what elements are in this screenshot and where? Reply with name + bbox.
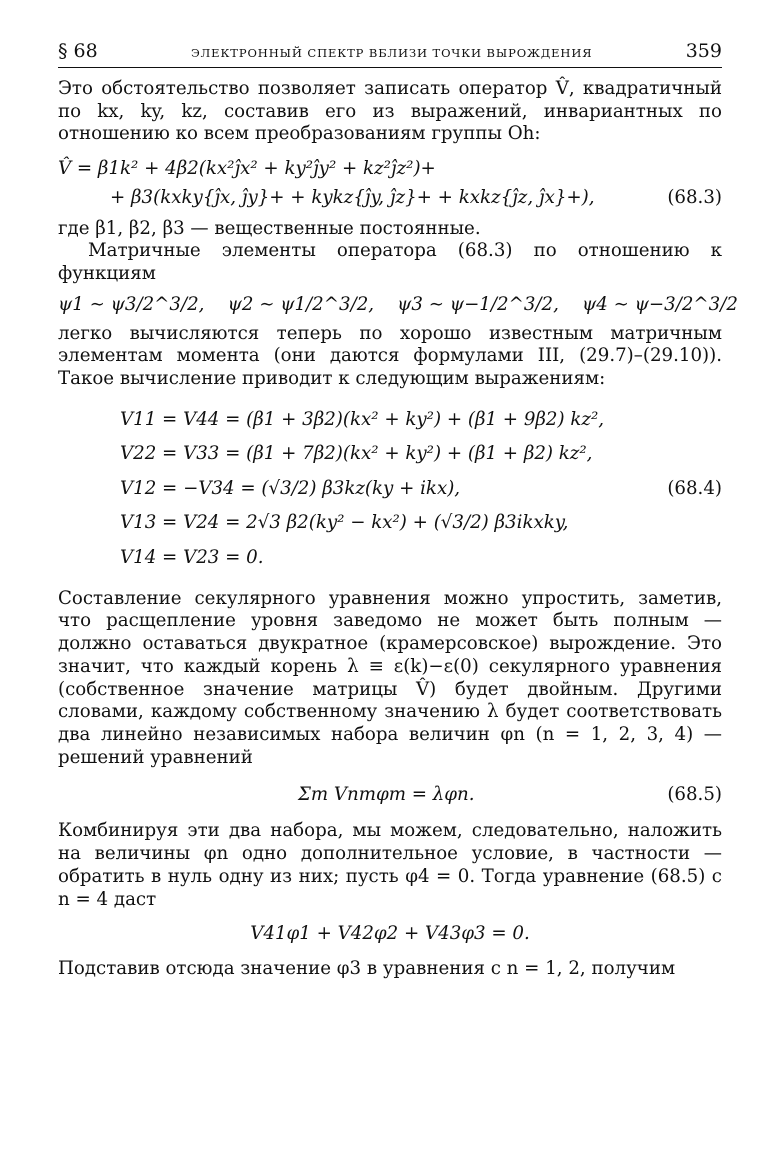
chapter-title: ЭЛЕКТРОННЫЙ СПЕКТР ВБЛИЗИ ТОЧКИ ВЫРОЖДЕНИЯ [190,46,593,60]
equation-68-4-number: (68.4) [667,477,722,499]
paragraph-1: Это обстоятельство позволяет записать оператор V̂, квадратичный по kx, ky, kz, составив его из выражений, инвариантных по отношению ко всем преобразованиям группы Oh: [58,77,722,145]
paragraph-2: где β1, β2, β3 — вещественные постоянные. [58,217,481,239]
equation-68-5-body: Σm Vnmφm = λφn. [298,783,475,805]
equation-68-4-line-1: V11 = V44 = (β1 + 3β2)(kx² + ky²) + (β1 + 9β2) kz², [120,408,605,430]
equation-68-4-line-4: V13 = V24 = 2√3 β2(ky² − kx²) + (√3/2) β3ikxky, [120,512,569,534]
psi-function-list: ψ1 ∼ ψ3/2^3/2, ψ2 ∼ ψ1/2^3/2, ψ3 ∼ ψ−1/2^3/2, ψ4 ∼ ψ−3/2^3/2 [58,293,738,315]
equation-68-4-line-5: V14 = V23 = 0. [120,547,264,569]
book-page [58,40,738,981]
equation-v41: V41φ1 + V42φ2 + V43φ3 = 0. [250,923,530,945]
equation-68-4-line-2: V22 = V33 = (β1 + 7β2)(kx² + ky²) + (β1 + β2) kz², [120,443,593,465]
paragraph-7: Подставив отсюда значение φ3 в уравнения с n = 1, 2, получим [58,958,676,980]
page-number: 359 [685,40,722,62]
paragraph-6: Комбинируя эти два набора, мы можем, следовательно, наложить на величины φn одно дополнительное условие, в частности — обратить в нуль одну из них; пусть φ4 = 0. Тогда уравнение (68.5) с n = 4 даст [58,820,722,910]
equation-68-3-line-2: + β3(kxky{ĵx, ĵy}+ + kykz{ĵy, ĵz}+ + kxkz{ĵz, ĵx}+), [110,186,595,208]
equation-68-4-line-3: V12 = −V34 = (√3/2) β3kz(ky + ikx), [120,477,461,499]
equation-68-3-number: (68.3) [667,186,722,208]
paragraph-5: Составление секулярного уравнения можно упростить, заметив, что расщепление уровня заведомо не может быть полным — должно оставаться двукратное (крамерсовское) вырождение. Это значит, что каждый корень λ ≡ ε(k)−ε(0) секулярного уравнения (собственное значение матрицы V̂) будет двойным. Другими словами, каждому собственному значению λ будет соответствовать два линейно независимых набора величин φn (n = 1, 2, 3, 4) — решений уравнений [58,587,722,768]
equation-68-5 [298,784,722,807]
paragraph-4: легко вычисляются теперь по хорошо известным матричным элементам момента (они даются формулами III, (29.7)–(29.10)). Такое вычисление приводит к следующим выражениям: [58,322,722,389]
equation-68-3 [58,158,722,210]
paragraph-3: Матричные элементы оператора (68.3) по отношению к функциям [58,240,722,284]
equation-68-3-line-1: V̂ = β1k² + 4β2(kx²ĵx² + ky²ĵy² + kz²ĵz²)+ [58,158,436,179]
equation-68-4 [120,403,722,576]
section-number: § 68 [58,40,98,62]
running-header [58,40,722,68]
equation-68-5-number: (68.5) [667,783,722,805]
